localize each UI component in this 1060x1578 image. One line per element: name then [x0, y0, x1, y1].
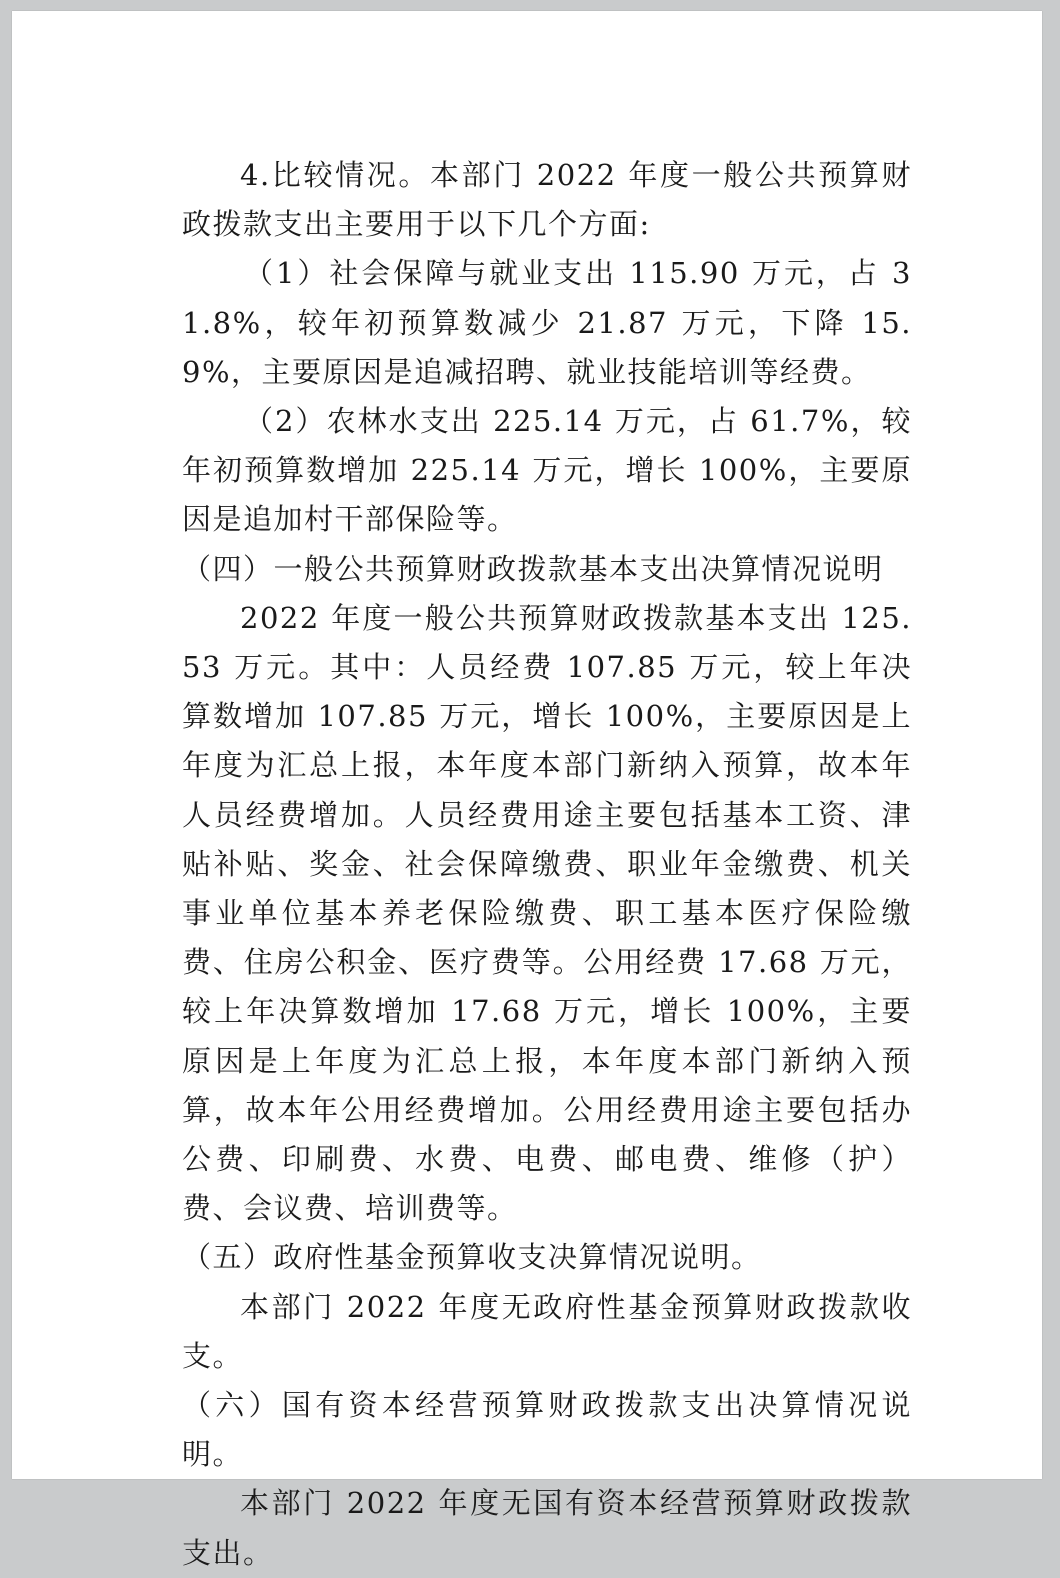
paragraph-section-6-body: 本部门 2022 年度无国有资本经营预算财政拨款支出。: [182, 1486, 912, 1570]
paragraph-item-2: （2）农林水支出 225.14 万元，占 61.7%，较年初预算数增加 225.14 万元，增长 100%，主要原因是追加村干部保险等。: [182, 404, 912, 537]
section-4-heading: （四）一般公共预算财政拨款基本支出决算情况说明: [182, 551, 884, 586]
paragraph-comparison-intro: 4.比较情况。本部门 2022 年度一般公共预算财政拨款支出主要用于以下几个方面:: [182, 158, 912, 242]
section-5-heading: （五）政府性基金预算收支决算情况说明。: [182, 1240, 762, 1275]
paragraph-item-1: （1）社会保障与就业支出 115.90 万元，占 31.8%，较年初预算数减少 21.87 万元，下降 15.9%，主要原因是追减招聘、就业技能培训等经费。: [182, 256, 912, 389]
document-body: [182, 151, 912, 1578]
paragraph-section-4-body: 2022 年度一般公共预算财政拨款基本支出 125.53 万元。其中：人员经费 107.85 万元，较上年决算数增加 107.85 万元，增长 100%，主要原因是上年度为汇总上报，本年度本部门新纳入预算，故本年人员经费增加。人员经费用途主要包括基本工资、津贴补贴、奖金、社会保障缴费、职业年金缴费、机关事业单位基本养老保险缴费、职工基本医疗保险缴费、住房公积金、医疗费等。公用经费 17.68 万元，较上年决算数增加 17.68 万元，增长 100%，主要原因是上年度为汇总上报，本年度本部门新纳入预算，故本年公用经费增加。公用经费用途主要包括办公费、印刷费、水费、电费、邮电费、维修（护）费、会议费、培训费等。: [182, 600, 912, 1226]
section-6-heading: （六）国有资本经营预算财政拨款支出决算情况说明。: [182, 1388, 912, 1472]
document-page: [12, 11, 1042, 1570]
paragraph-section-5-body: 本部门 2022 年度无政府性基金预算财政拨款收支。: [182, 1289, 912, 1373]
